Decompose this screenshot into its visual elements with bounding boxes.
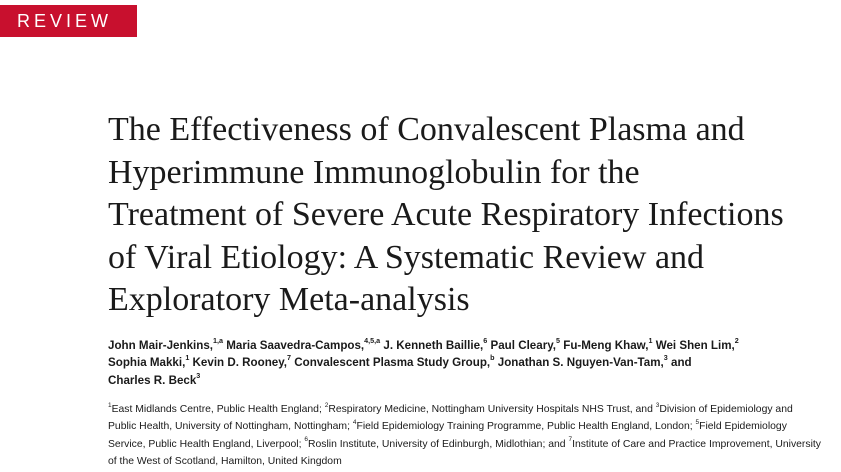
- author-name: John Mair-Jenkins,: [108, 339, 214, 352]
- author-name: Charles R. Beck: [108, 373, 197, 387]
- title-line: Exploratory Meta-analysis: [108, 281, 470, 318]
- author-name: Wei Shen Lim,: [655, 339, 735, 352]
- author-affiliation-marker: 1,a: [213, 336, 224, 346]
- author-conjunction: and: [671, 356, 692, 370]
- affiliation-text: Institute of Care and Practice Improvement, University: [572, 438, 821, 450]
- author-affiliation-marker: b: [490, 353, 495, 363]
- affiliation-marker: 2: [324, 401, 329, 409]
- affiliation-text: East Midlands Centre, Public Health England;: [111, 404, 325, 415]
- title-line: Hyperimmune Immunoglobulin for the: [108, 153, 640, 191]
- author-affiliation-marker: 6: [483, 336, 488, 346]
- author-affiliation-marker: 5: [556, 336, 561, 346]
- article-title: [108, 109, 838, 322]
- affiliation-marker: 1: [108, 401, 112, 409]
- author-name: Convalescent Plasma Study Group,: [294, 356, 491, 370]
- author-affiliation-marker: 1: [185, 353, 190, 363]
- author-line: [108, 372, 838, 389]
- author-affiliation-marker: 1: [648, 336, 653, 346]
- author-affiliation-marker: 7: [287, 353, 292, 363]
- author-name: J. Kenneth Baillie,: [383, 339, 484, 352]
- author-name: Jonathan S. Nguyen-Van-Tam,: [497, 356, 664, 370]
- affiliation-text: Public Health, University of Nottingham, Nottingham;: [108, 421, 353, 433]
- author-name: Kevin D. Rooney,: [192, 356, 288, 370]
- affiliation-marker: 6: [304, 436, 308, 444]
- affiliation-line: [108, 401, 838, 418]
- affiliation-text: Service, Public Health England, Liverpool;: [108, 438, 305, 450]
- affiliation-line: [108, 453, 838, 470]
- author-line: [108, 337, 838, 354]
- author-affiliation-marker: 2: [734, 336, 739, 346]
- affiliation-list: [108, 401, 838, 470]
- affiliation-text: Roslin Institute, University of Edinburgh, Midlothian; and: [307, 438, 569, 450]
- affiliation-line: [108, 436, 838, 453]
- affiliation-text: Field Epidemiology Training Programme, Public Health England, London;: [356, 421, 696, 433]
- affiliation-text: Division of Epidemiology and: [659, 404, 793, 415]
- author-affiliation-marker: 3: [196, 370, 201, 380]
- affiliation-text: Respiratory Medicine, Nottingham University Hospitals NHS Trust, and: [328, 404, 656, 415]
- author-list: [108, 337, 838, 389]
- affiliation-marker: 5: [695, 418, 700, 426]
- affiliation-text: Field Epidemiology: [699, 421, 787, 433]
- author-name: Paul Cleary,: [490, 339, 557, 352]
- affiliation-marker: 3: [655, 401, 660, 409]
- affiliation-marker: 4: [352, 418, 357, 426]
- author-line: [108, 354, 838, 371]
- author-name: Fu-Meng Khaw,: [563, 339, 649, 352]
- author-name: Sophia Makki,: [108, 356, 186, 370]
- title-line: The Effectiveness of Convalescent Plasma and: [108, 111, 745, 148]
- affiliation-text: of the West of Scotland, Hamilton, United Kingdom: [108, 455, 342, 467]
- affiliation-marker: 7: [568, 436, 573, 444]
- author-name: Maria Saavedra-Campos,: [226, 339, 365, 352]
- article-type-badge: REVIEW: [0, 5, 137, 37]
- author-affiliation-marker: 4,5,a: [364, 336, 381, 346]
- author-affiliation-marker: 3: [663, 353, 668, 363]
- affiliation-line: [108, 418, 838, 435]
- title-line: Treatment of Severe Acute Respiratory Infections: [108, 196, 784, 233]
- title-line: of Viral Etiology: A Systematic Review and: [108, 238, 705, 276]
